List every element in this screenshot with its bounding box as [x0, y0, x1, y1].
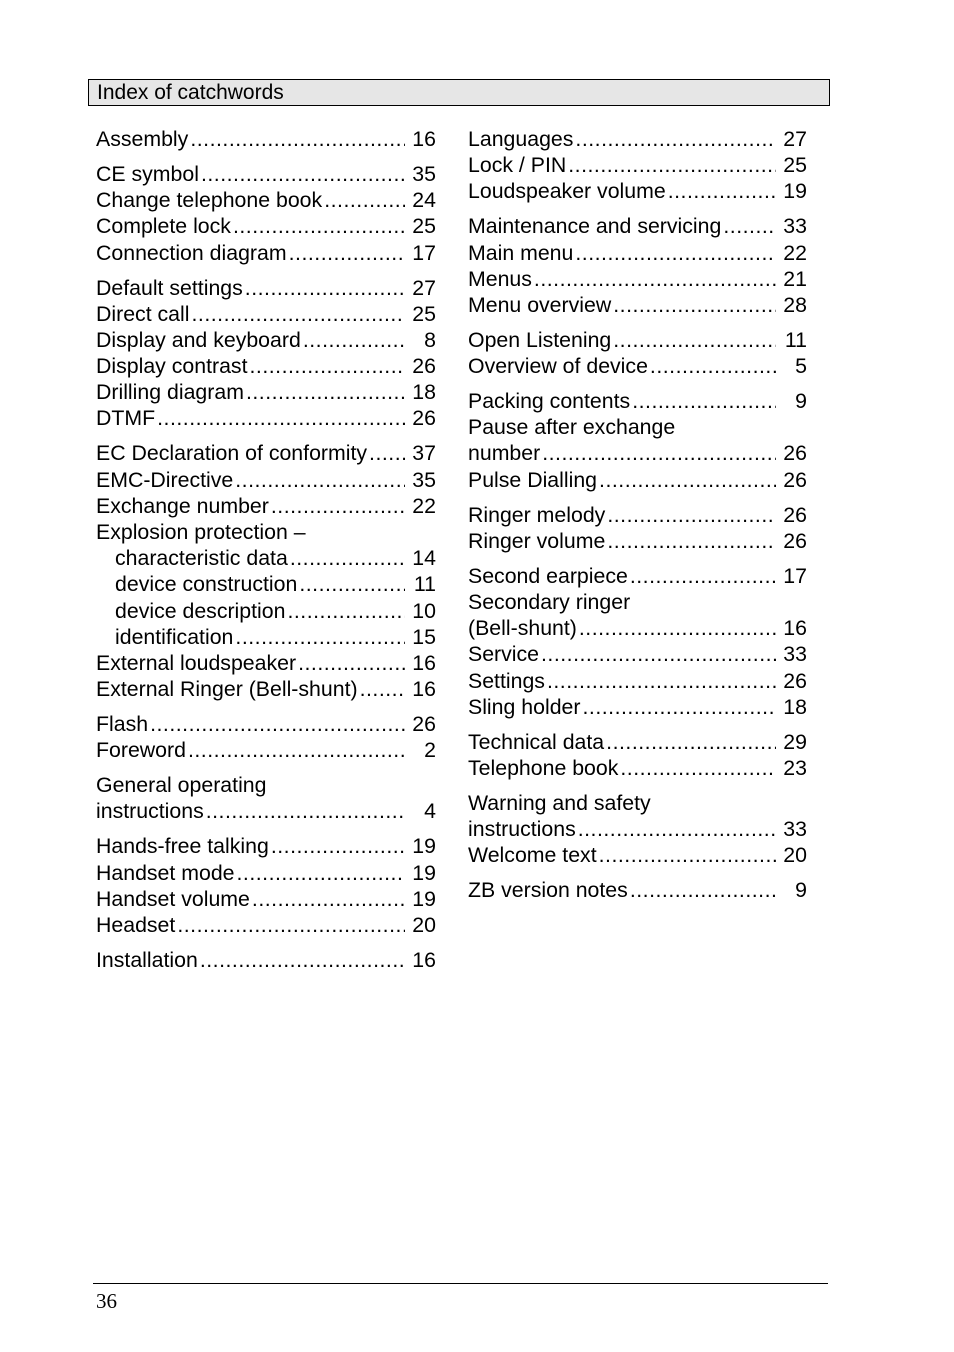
index-subentry — [96, 545, 436, 571]
dot-leader — [271, 833, 405, 859]
index-letter-group — [468, 327, 807, 379]
index-page-ref: 26 — [783, 467, 807, 492]
index-term: Drilling diagram — [96, 380, 244, 405]
index-entry — [96, 737, 436, 763]
index-letter-group — [468, 790, 807, 869]
index-entry — [96, 379, 436, 405]
index-page-ref: 9 — [795, 389, 807, 414]
dot-leader — [299, 571, 405, 597]
dot-leader — [568, 152, 776, 178]
index-term: number — [468, 441, 541, 466]
index-term: Menus — [468, 266, 532, 291]
index-term: Secondary ringer — [468, 589, 631, 614]
index-term: Headset — [96, 913, 176, 938]
index-letter-group — [96, 947, 436, 973]
index-entry — [468, 528, 807, 554]
index-term: identification — [115, 624, 234, 649]
index-letter-group — [96, 275, 436, 432]
index-entry — [468, 240, 807, 266]
index-term: characteristic data — [115, 546, 288, 571]
index-page-ref: 10 — [412, 598, 436, 623]
index-letter-group — [96, 126, 436, 152]
index-term: Installation — [96, 948, 198, 973]
index-entry — [468, 213, 807, 239]
index-column-left — [96, 126, 436, 982]
dot-leader — [578, 816, 776, 842]
index-term: Handset volume — [96, 886, 250, 911]
index-entry — [468, 502, 807, 528]
dot-leader — [575, 240, 776, 266]
dot-leader — [599, 842, 776, 868]
dot-leader — [542, 440, 776, 466]
index-letter-group — [96, 833, 436, 938]
dot-leader — [252, 886, 405, 912]
index-page-ref: 11 — [784, 327, 807, 352]
index-entry — [96, 493, 436, 519]
index-term: Warning and safety — [468, 790, 651, 815]
dot-leader — [190, 126, 405, 152]
index-term: Open Listening — [468, 327, 612, 352]
dot-leader — [246, 379, 405, 405]
index-entry — [468, 615, 807, 641]
index-term: Assembly — [96, 127, 189, 151]
index-page-ref: 20 — [783, 843, 807, 868]
dot-leader — [579, 615, 776, 641]
index-term: DTMF — [96, 406, 156, 431]
index-entry — [468, 178, 807, 204]
dot-leader — [237, 860, 405, 886]
index-subentry — [96, 598, 436, 624]
index-page-ref: 37 — [412, 441, 436, 466]
index-term: Overview of device — [468, 354, 648, 379]
index-entry — [96, 886, 436, 912]
index-title: Index of catchwords — [97, 81, 284, 104]
index-entry — [468, 126, 807, 152]
index-page-ref: 19 — [412, 834, 436, 859]
index-letter-group — [96, 711, 436, 763]
index-entry — [468, 152, 807, 178]
index-term: Complete lock — [96, 214, 231, 239]
index-entry — [468, 641, 807, 667]
index-entry — [96, 275, 436, 301]
index-entry — [96, 440, 436, 466]
index-letter-group — [96, 772, 436, 824]
index-term: Welcome text — [468, 843, 597, 868]
index-term: Telephone book — [468, 755, 619, 780]
index-entry — [468, 414, 807, 440]
index-term: Foreword — [96, 738, 186, 763]
index-term: Languages — [468, 127, 574, 151]
dot-leader — [235, 624, 405, 650]
index-term: General operating — [96, 773, 267, 798]
index-page-ref: 8 — [424, 327, 436, 352]
dot-leader — [177, 912, 405, 938]
index-term: Display and keyboard — [96, 327, 301, 352]
index-column-right — [468, 126, 807, 912]
index-page-ref: 25 — [412, 301, 436, 326]
index-term: instructions — [96, 799, 204, 824]
index-page-ref: 17 — [412, 240, 436, 265]
index-term: (Bell-shunt) — [468, 616, 577, 641]
index-entry — [468, 755, 807, 781]
index-page-ref: 35 — [412, 467, 436, 492]
dot-leader — [613, 327, 776, 353]
index-letter-group — [96, 161, 436, 266]
index-page-ref: 28 — [783, 292, 807, 317]
index-page-ref: 33 — [783, 214, 807, 239]
index-entry — [96, 126, 436, 152]
index-page-ref: 26 — [783, 668, 807, 693]
index-letter-group — [96, 440, 436, 702]
index-entry — [96, 327, 436, 353]
dot-leader — [233, 213, 405, 239]
dot-leader — [271, 493, 405, 519]
index-page-ref: 18 — [412, 380, 436, 405]
index-term: Default settings — [96, 275, 243, 300]
index-page-ref: 19 — [783, 179, 807, 204]
index-page-ref: 16 — [783, 616, 807, 641]
dot-leader — [298, 650, 405, 676]
index-term: Display contrast — [96, 354, 248, 379]
index-entry — [468, 668, 807, 694]
index-term: External loudspeaker — [96, 650, 297, 675]
index-entry — [468, 327, 807, 353]
dot-leader — [157, 405, 405, 431]
index-entry — [96, 213, 436, 239]
index-page-ref: 19 — [412, 860, 436, 885]
index-page-ref: 9 — [795, 878, 807, 903]
index-page-ref: 24 — [412, 188, 436, 213]
dot-leader — [369, 440, 405, 466]
index-term: EMC-Directive — [96, 467, 234, 492]
dot-leader — [607, 528, 776, 554]
index-term: Sling holder — [468, 694, 581, 719]
index-entry — [96, 240, 436, 266]
index-entry — [96, 187, 436, 213]
index-page-ref: 25 — [412, 214, 436, 239]
dot-leader — [289, 240, 405, 266]
dot-leader — [150, 711, 405, 737]
index-term: Main menu — [468, 240, 574, 265]
index-page-ref: 20 — [412, 913, 436, 938]
dot-leader — [607, 502, 776, 528]
index-page-ref: 23 — [783, 755, 807, 780]
index-letter-group — [468, 563, 807, 720]
index-term: Settings — [468, 668, 545, 693]
index-page-ref: 26 — [783, 441, 807, 466]
dot-leader — [630, 877, 776, 903]
index-page-ref: 33 — [783, 642, 807, 667]
index-entry — [96, 405, 436, 431]
index-term: Menu overview — [468, 292, 612, 317]
dot-leader — [575, 126, 776, 152]
index-entry — [468, 816, 807, 842]
dot-leader — [188, 737, 405, 763]
index-page-ref: 16 — [412, 127, 436, 151]
index-page-ref: 4 — [424, 799, 436, 824]
index-page-ref: 21 — [783, 266, 807, 291]
index-term: Connection diagram — [96, 240, 287, 265]
index-page-ref: 27 — [412, 275, 436, 300]
index-page-ref: 17 — [783, 563, 807, 588]
index-entry — [96, 676, 436, 702]
index-term: Loudspeaker volume — [468, 179, 666, 204]
index-entry — [96, 860, 436, 886]
index-letter-group — [468, 729, 807, 781]
index-page-ref: 22 — [412, 493, 436, 518]
index-page-ref: 26 — [783, 502, 807, 527]
dot-leader — [201, 161, 405, 187]
dot-leader — [723, 213, 776, 239]
index-term: Packing contents — [468, 389, 631, 414]
index-letter-group — [468, 126, 807, 205]
footer-divider — [93, 1283, 828, 1284]
index-page-ref: 16 — [412, 948, 436, 973]
index-page-ref: 35 — [412, 161, 436, 186]
index-page-ref: 16 — [412, 677, 436, 702]
dot-leader — [206, 798, 405, 824]
index-page-ref: 5 — [795, 354, 807, 379]
index-term: Pause after exchange — [468, 415, 676, 440]
index-entry — [468, 266, 807, 292]
dot-leader — [547, 668, 776, 694]
index-entry — [468, 729, 807, 755]
dot-leader — [582, 694, 776, 720]
dot-leader — [632, 388, 776, 414]
index-page-ref: 26 — [412, 354, 436, 379]
index-entry — [96, 650, 436, 676]
index-term: Ringer volume — [468, 528, 606, 553]
index-page-ref: 29 — [783, 729, 807, 754]
dot-leader — [630, 563, 776, 589]
index-page-ref: 25 — [783, 153, 807, 178]
index-term: instructions — [468, 817, 576, 842]
dot-leader — [290, 545, 405, 571]
index-letter-group — [468, 388, 807, 493]
index-page-ref: 33 — [783, 817, 807, 842]
index-entry — [468, 694, 807, 720]
dot-leader — [668, 178, 776, 204]
index-header — [88, 79, 830, 106]
dot-leader — [324, 187, 405, 213]
dot-leader — [250, 353, 405, 379]
index-term: Service — [468, 642, 540, 667]
index-term: device description — [115, 598, 286, 623]
index-page-ref: 18 — [783, 694, 807, 719]
index-subentry — [96, 624, 436, 650]
index-entry — [468, 440, 807, 466]
index-letter-group — [468, 877, 807, 903]
index-term: Explosion protection – — [96, 520, 306, 545]
index-entry — [96, 833, 436, 859]
index-entry — [468, 842, 807, 868]
dot-leader — [192, 301, 406, 327]
index-subentry — [96, 571, 436, 597]
index-term: Direct call — [96, 301, 190, 326]
index-entry — [468, 467, 807, 493]
index-page-ref: 27 — [783, 127, 807, 151]
index-letter-group — [468, 213, 807, 318]
dot-leader — [613, 292, 776, 318]
index-term: Second earpiece — [468, 563, 628, 588]
index-page-ref: 26 — [412, 406, 436, 431]
index-entry — [96, 301, 436, 327]
index-entry — [96, 798, 436, 824]
index-page-ref: 19 — [412, 886, 436, 911]
index-term: Handset mode — [96, 860, 235, 885]
index-page-ref: 22 — [783, 240, 807, 265]
index-entry — [96, 711, 436, 737]
index-term: Hands-free talking — [96, 834, 269, 859]
index-term: device construction — [115, 572, 298, 597]
index-term: External Ringer (Bell-shunt) — [96, 677, 358, 702]
index-term: CE symbol — [96, 161, 199, 186]
dot-leader — [650, 353, 776, 379]
index-entry — [468, 563, 807, 589]
index-entry — [96, 467, 436, 493]
index-term: Change telephone book — [96, 188, 323, 213]
dot-leader — [534, 266, 776, 292]
index-entry — [468, 589, 807, 615]
index-term: Technical data — [468, 729, 605, 754]
dot-leader — [541, 641, 776, 667]
index-letter-group — [468, 502, 807, 554]
index-page-ref: 14 — [412, 546, 436, 571]
index-page-ref: 2 — [424, 738, 436, 763]
index-term: Maintenance and servicing — [468, 214, 722, 239]
index-term: ZB version notes — [468, 878, 628, 903]
index-term: Pulse Dialling — [468, 467, 598, 492]
index-page-ref: 26 — [783, 528, 807, 553]
index-term: Ringer melody — [468, 502, 606, 527]
index-page-ref: 11 — [413, 572, 436, 597]
index-entry — [96, 353, 436, 379]
index-entry — [468, 388, 807, 414]
index-term: Lock / PIN — [468, 153, 567, 178]
index-term: EC Declaration of conformity — [96, 441, 368, 466]
index-entry — [96, 772, 436, 798]
index-page-ref: 16 — [412, 650, 436, 675]
dot-leader — [235, 467, 405, 493]
dot-leader — [599, 467, 776, 493]
index-entry — [468, 292, 807, 318]
dot-leader — [360, 676, 405, 702]
index-entry — [96, 519, 436, 545]
index-entry — [96, 912, 436, 938]
index-page-ref: 15 — [412, 624, 436, 649]
dot-leader — [606, 729, 776, 755]
index-entry — [468, 877, 807, 903]
index-term: Flash — [96, 712, 149, 737]
index-entry — [96, 161, 436, 187]
dot-leader — [620, 755, 776, 781]
index-term: Exchange number — [96, 493, 269, 518]
dot-leader — [245, 275, 405, 301]
index-page-ref: 26 — [412, 712, 436, 737]
dot-leader — [200, 947, 405, 973]
dot-leader — [303, 327, 405, 353]
index-entry — [468, 790, 807, 816]
index-entry — [468, 353, 807, 379]
index-entry — [96, 947, 436, 973]
page-number: 36 — [96, 1289, 117, 1313]
dot-leader — [287, 598, 405, 624]
